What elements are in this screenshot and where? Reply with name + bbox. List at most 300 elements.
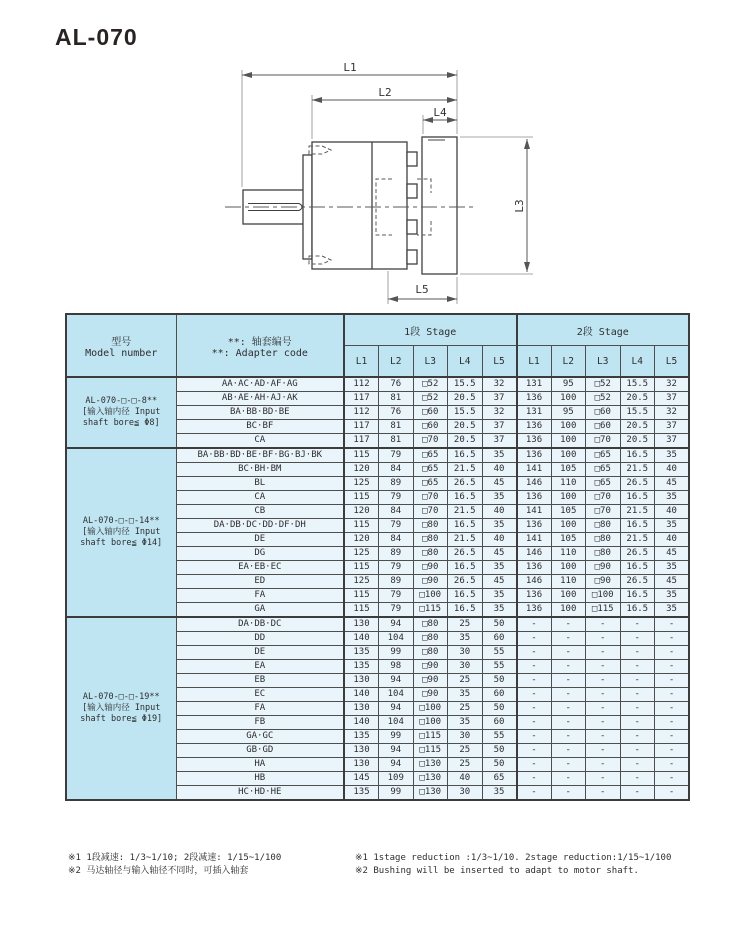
dim-value-cell: - <box>551 772 586 786</box>
dim-value-cell: 98 <box>379 660 414 674</box>
dimension-table <box>65 313 690 801</box>
adapter-code-cell: GB·GD <box>176 744 344 758</box>
dim-value-cell: - <box>620 617 655 632</box>
dim-value-cell: 35 <box>448 632 483 646</box>
dim-value-cell: □70 <box>413 491 448 505</box>
dim-value-cell: 15.5 <box>448 377 483 392</box>
dim-value-cell: 50 <box>482 702 517 716</box>
dim-value-cell: - <box>551 730 586 744</box>
dim-value-cell: 35 <box>448 716 483 730</box>
table-header-row <box>66 314 689 346</box>
dim-value-cell: 20.5 <box>620 420 655 434</box>
adapter-code-cell: HA <box>176 758 344 772</box>
dim-value-cell: - <box>517 730 552 744</box>
dim-value-cell: 115 <box>344 519 379 533</box>
dim-value-cell: 135 <box>344 660 379 674</box>
dim-value-cell: 35 <box>482 786 517 801</box>
dim-value-cell: 79 <box>379 589 414 603</box>
dim-value-cell: 26.5 <box>620 477 655 491</box>
dim-value-cell: 25 <box>448 617 483 632</box>
col-header-l5: L5 <box>655 346 690 378</box>
dim-value-cell: 15.5 <box>620 406 655 420</box>
dim-value-cell: 79 <box>379 491 414 505</box>
footnotes-en <box>355 852 708 878</box>
dim-value-cell: 21.5 <box>448 505 483 519</box>
dim-value-cell: 25 <box>448 674 483 688</box>
dim-value-cell: - <box>551 646 586 660</box>
dim-value-cell: 35 <box>448 688 483 702</box>
dim-value-cell: 79 <box>379 561 414 575</box>
dim-value-cell: 135 <box>344 646 379 660</box>
adapter-code-cell: DG <box>176 547 344 561</box>
dim-value-cell: □90 <box>586 575 621 589</box>
dim-value-cell: 105 <box>551 505 586 519</box>
dim-value-cell: □65 <box>413 448 448 463</box>
dim-value-cell: - <box>551 688 586 702</box>
dim-value-cell: □115 <box>413 603 448 618</box>
dim-value-cell: □90 <box>413 561 448 575</box>
dim-value-cell: - <box>517 617 552 632</box>
dim-value-cell: 136 <box>517 420 552 434</box>
dim-value-cell: 16.5 <box>448 603 483 618</box>
dim-value-cell: 40 <box>482 533 517 547</box>
dim-value-cell: 140 <box>344 688 379 702</box>
adapter-code-cell: FA <box>176 589 344 603</box>
dim-value-cell: - <box>620 688 655 702</box>
dim-value-cell: 130 <box>344 617 379 632</box>
dim-value-cell: 76 <box>379 406 414 420</box>
dim-value-cell: - <box>620 744 655 758</box>
adapter-code-cell: BA·BB·BD·BE <box>176 406 344 420</box>
dim-value-cell: 45 <box>655 477 690 491</box>
dim-value-cell: 40 <box>482 463 517 477</box>
dim-value-cell: 20.5 <box>448 392 483 406</box>
dim-value-cell: 79 <box>379 519 414 533</box>
adapter-code-cell: EC <box>176 688 344 702</box>
dim-value-cell: - <box>586 786 621 801</box>
dim-value-cell: □52 <box>413 377 448 392</box>
dim-value-cell: 50 <box>482 758 517 772</box>
dim-label-l4: L4 <box>433 106 447 119</box>
dim-value-cell: 30 <box>448 660 483 674</box>
adapter-code-cell: DE <box>176 646 344 660</box>
dim-label-l5: L5 <box>415 283 429 296</box>
dim-value-cell: 136 <box>517 491 552 505</box>
dim-value-cell: 21.5 <box>620 463 655 477</box>
dim-value-cell: 110 <box>551 575 586 589</box>
dim-value-cell: 20.5 <box>448 434 483 449</box>
dim-value-cell: - <box>620 702 655 716</box>
dim-value-cell: - <box>517 716 552 730</box>
dim-value-cell: □100 <box>413 716 448 730</box>
dim-value-cell: - <box>586 646 621 660</box>
dim-value-cell: 32 <box>482 406 517 420</box>
dim-value-cell: 16.5 <box>448 589 483 603</box>
dim-value-cell: 145 <box>344 772 379 786</box>
dim-value-cell: - <box>517 674 552 688</box>
dim-value-cell: - <box>620 730 655 744</box>
col-header-l5: L5 <box>482 346 517 378</box>
dim-value-cell: □80 <box>413 617 448 632</box>
dim-value-cell: 26.5 <box>620 575 655 589</box>
dim-value-cell: 110 <box>551 547 586 561</box>
col-header-l3: L3 <box>586 346 621 378</box>
dim-value-cell: 146 <box>517 477 552 491</box>
tab <box>407 184 417 198</box>
adapter-code-cell: FB <box>176 716 344 730</box>
dim-value-cell: □100 <box>586 589 621 603</box>
dim-value-cell: □65 <box>413 463 448 477</box>
dim-value-cell: 37 <box>482 420 517 434</box>
dim-value-cell: 55 <box>482 660 517 674</box>
dim-value-cell: 140 <box>344 716 379 730</box>
dim-value-cell: 16.5 <box>620 519 655 533</box>
dim-value-cell: 100 <box>551 434 586 449</box>
dim-value-cell: - <box>620 660 655 674</box>
dim-value-cell: □60 <box>586 406 621 420</box>
dim-value-cell: - <box>586 632 621 646</box>
dim-value-cell: 15.5 <box>620 377 655 392</box>
stage2-header: 2段 Stage <box>517 314 690 346</box>
dim-value-cell: 16.5 <box>448 491 483 505</box>
dim-value-cell: 99 <box>379 730 414 744</box>
gearbox-side-view <box>140 57 620 307</box>
adapter-code-cell: BA·BB·BD·BE·BF·BG·BJ·BK <box>176 448 344 463</box>
dim-value-cell: 131 <box>517 406 552 420</box>
dim-value-cell: 15.5 <box>448 406 483 420</box>
dim-value-cell: □90 <box>586 561 621 575</box>
dim-value-cell: 115 <box>344 448 379 463</box>
dim-value-cell: 26.5 <box>620 547 655 561</box>
dim-value-cell: 136 <box>517 589 552 603</box>
dim-value-cell: - <box>655 702 690 716</box>
dim-value-cell: 37 <box>655 434 690 449</box>
dim-value-cell: - <box>655 744 690 758</box>
dim-value-cell: 135 <box>344 786 379 801</box>
dim-value-cell: 136 <box>517 448 552 463</box>
dim-value-cell: - <box>620 674 655 688</box>
dim-value-cell: 37 <box>655 392 690 406</box>
dim-value-cell: □65 <box>413 477 448 491</box>
gear-housing <box>312 142 407 269</box>
dim-value-cell: □80 <box>586 533 621 547</box>
dim-value-cell: □115 <box>413 730 448 744</box>
tab <box>407 220 417 234</box>
adapter-code-cell: HB <box>176 772 344 786</box>
dim-value-cell: 60 <box>482 688 517 702</box>
dim-label-l3: L3 <box>513 199 526 213</box>
dim-value-cell: - <box>551 744 586 758</box>
dim-value-cell: 81 <box>379 420 414 434</box>
note-en-2: ※2 Bushing will be inserted to adapt to motor shaft. <box>355 866 639 876</box>
dim-value-cell: 40 <box>655 533 690 547</box>
dim-value-cell: 26.5 <box>448 477 483 491</box>
dim-value-cell: - <box>586 688 621 702</box>
dim-value-cell: 25 <box>448 744 483 758</box>
adapter-code-cell: AB·AE·AH·AJ·AK <box>176 392 344 406</box>
dim-value-cell: 109 <box>379 772 414 786</box>
dim-value-cell: □115 <box>586 603 621 618</box>
dim-value-cell: □130 <box>413 786 448 801</box>
adapter-code-cell: AA·AC·AD·AF·AG <box>176 377 344 392</box>
dim-value-cell: 115 <box>344 589 379 603</box>
adapter-code-cell: DD <box>176 632 344 646</box>
dim-value-cell: 117 <box>344 434 379 449</box>
dim-value-cell: - <box>517 786 552 801</box>
adapter-code-cell: EB <box>176 674 344 688</box>
dim-value-cell: 130 <box>344 702 379 716</box>
dim-value-cell: 35 <box>482 519 517 533</box>
dim-value-cell: 141 <box>517 533 552 547</box>
dim-value-cell: □90 <box>413 575 448 589</box>
adapter-header-en: **: Adapter code <box>211 347 308 359</box>
dim-value-cell: 136 <box>517 434 552 449</box>
adapter-code-cell: CB <box>176 505 344 519</box>
dim-value-cell: 37 <box>482 434 517 449</box>
dim-value-cell: □90 <box>413 674 448 688</box>
dim-value-cell: 99 <box>379 786 414 801</box>
dim-value-cell: 35 <box>655 491 690 505</box>
dim-value-cell: - <box>517 688 552 702</box>
page-title: AL-070 <box>55 24 138 50</box>
dim-value-cell: 95 <box>551 406 586 420</box>
dim-value-cell: 35 <box>655 561 690 575</box>
dim-value-cell: - <box>620 716 655 730</box>
col-header-l2: L2 <box>551 346 586 378</box>
col-header-l4: L4 <box>448 346 483 378</box>
adapter-code-cell: ED <box>176 575 344 589</box>
dim-value-cell: 89 <box>379 547 414 561</box>
dim-value-cell: 125 <box>344 547 379 561</box>
dim-value-cell: 60 <box>482 632 517 646</box>
dim-value-cell: 35 <box>482 603 517 618</box>
dim-value-cell: - <box>655 646 690 660</box>
dim-value-cell: 136 <box>517 519 552 533</box>
model-header-en: Model number <box>85 347 158 359</box>
dim-value-cell: 120 <box>344 505 379 519</box>
dim-value-cell: 40 <box>482 505 517 519</box>
dim-value-cell: 40 <box>655 505 690 519</box>
dim-value-cell: - <box>655 716 690 730</box>
dim-value-cell: - <box>655 660 690 674</box>
adapter-code-cell: GA·GC <box>176 730 344 744</box>
col-header-l1: L1 <box>517 346 552 378</box>
dim-value-cell: 100 <box>551 561 586 575</box>
dim-value-cell: 21.5 <box>448 463 483 477</box>
dim-value-cell: □70 <box>586 505 621 519</box>
dim-value-cell: 89 <box>379 477 414 491</box>
dim-value-cell: □100 <box>413 589 448 603</box>
dim-value-cell: 94 <box>379 758 414 772</box>
dim-value-cell: 45 <box>482 575 517 589</box>
dim-value-cell: 16.5 <box>620 491 655 505</box>
dim-value-cell: - <box>551 758 586 772</box>
dim-value-cell: 55 <box>482 646 517 660</box>
dim-value-cell: 37 <box>482 392 517 406</box>
dim-value-cell: - <box>655 688 690 702</box>
dim-value-cell: 100 <box>551 392 586 406</box>
footnotes-zh <box>68 852 355 878</box>
dim-value-cell: □65 <box>586 477 621 491</box>
dim-value-cell: □60 <box>413 420 448 434</box>
dim-value-cell: □90 <box>413 688 448 702</box>
dim-value-cell: 120 <box>344 533 379 547</box>
dim-value-cell: 79 <box>379 448 414 463</box>
dim-value-cell: 20.5 <box>620 392 655 406</box>
dim-value-cell: 99 <box>379 646 414 660</box>
dim-label-l2: L2 <box>378 86 392 99</box>
dim-value-cell: □80 <box>586 519 621 533</box>
dim-value-cell: 94 <box>379 702 414 716</box>
dim-value-cell: - <box>551 617 586 632</box>
dim-value-cell: □80 <box>413 547 448 561</box>
dim-value-cell: 100 <box>551 448 586 463</box>
dim-value-cell: - <box>517 646 552 660</box>
dim-value-cell: 35 <box>482 561 517 575</box>
dim-value-cell: □80 <box>413 533 448 547</box>
dim-value-cell: □70 <box>586 491 621 505</box>
dim-value-cell: 35 <box>482 491 517 505</box>
dim-value-cell: - <box>551 660 586 674</box>
adapter-code-cell: HC·HD·HE <box>176 786 344 801</box>
adapter-code-cell: CA <box>176 434 344 449</box>
stage1-header: 1段 Stage <box>344 314 517 346</box>
dim-value-cell: - <box>655 632 690 646</box>
dim-value-cell: - <box>551 632 586 646</box>
dim-value-cell: □60 <box>413 406 448 420</box>
dim-value-cell: 25 <box>448 758 483 772</box>
dim-value-cell: - <box>586 758 621 772</box>
dim-value-cell: 141 <box>517 463 552 477</box>
dim-value-cell: - <box>517 632 552 646</box>
dim-value-cell: 110 <box>551 477 586 491</box>
dim-value-cell: 50 <box>482 744 517 758</box>
dim-value-cell: 20.5 <box>448 420 483 434</box>
dim-value-cell: 35 <box>655 519 690 533</box>
dim-value-cell: 35 <box>482 448 517 463</box>
dim-value-cell: - <box>655 772 690 786</box>
dim-value-cell: - <box>620 632 655 646</box>
dim-value-cell: 84 <box>379 533 414 547</box>
dim-value-cell: □65 <box>586 463 621 477</box>
dim-value-cell: 20.5 <box>620 434 655 449</box>
adapter-header-zh: **: 轴套编号 <box>227 336 292 348</box>
dim-value-cell: 104 <box>379 688 414 702</box>
dim-value-cell: □80 <box>413 632 448 646</box>
dim-value-cell: 104 <box>379 716 414 730</box>
dim-value-cell: 136 <box>517 561 552 575</box>
dim-value-cell: - <box>586 674 621 688</box>
dim-value-cell: 16.5 <box>448 448 483 463</box>
dim-value-cell: 95 <box>551 377 586 392</box>
dim-value-cell: □65 <box>586 448 621 463</box>
dim-value-cell: □60 <box>586 420 621 434</box>
dim-value-cell: - <box>586 716 621 730</box>
dim-value-cell: 50 <box>482 674 517 688</box>
dim-value-cell: □130 <box>413 772 448 786</box>
dim-value-cell: □70 <box>586 434 621 449</box>
dim-value-cell: 136 <box>517 392 552 406</box>
model-header-zh: 型号 <box>111 336 132 348</box>
dim-value-cell: □70 <box>413 434 448 449</box>
adapter-code-cell: BC·BF <box>176 420 344 434</box>
col-header-l4: L4 <box>620 346 655 378</box>
dim-value-cell: 40 <box>448 772 483 786</box>
dim-value-cell: □115 <box>413 744 448 758</box>
dim-value-cell: 112 <box>344 406 379 420</box>
table-row <box>66 617 689 632</box>
dim-value-cell: 125 <box>344 575 379 589</box>
dim-value-cell: - <box>517 660 552 674</box>
dim-value-cell: 135 <box>344 730 379 744</box>
dim-value-cell: 16.5 <box>620 448 655 463</box>
adapter-code-cell: FA <box>176 702 344 716</box>
note-zh-2: ※2 马达轴径与输入轴径不同时，可插入轴套 <box>68 866 249 876</box>
dim-value-cell: - <box>655 674 690 688</box>
dim-value-cell: 100 <box>551 519 586 533</box>
dim-value-cell: - <box>586 617 621 632</box>
dim-value-cell: 35 <box>655 603 690 618</box>
dim-value-cell: 26.5 <box>448 575 483 589</box>
dim-value-cell: 89 <box>379 575 414 589</box>
dim-value-cell: - <box>517 744 552 758</box>
adapter-code-cell: GA <box>176 603 344 618</box>
dim-value-cell: □80 <box>586 547 621 561</box>
dim-value-cell: □130 <box>413 758 448 772</box>
dim-value-cell: 146 <box>517 575 552 589</box>
dim-value-cell: - <box>551 786 586 801</box>
dim-value-cell: 65 <box>482 772 517 786</box>
dim-value-cell: 76 <box>379 377 414 392</box>
dim-value-cell: 37 <box>655 420 690 434</box>
col-header-l2: L2 <box>379 346 414 378</box>
adapter-code-cell: DA·DB·DC·DD·DF·DH <box>176 519 344 533</box>
table-row <box>66 377 689 392</box>
dim-value-cell: 55 <box>482 730 517 744</box>
dim-value-cell: 115 <box>344 491 379 505</box>
dim-value-cell: - <box>655 730 690 744</box>
model-number-cell: AL-070-□-□-19** [输入轴内径 Input shaft bore≦ Φ19] <box>66 617 176 800</box>
dim-value-cell: 16.5 <box>620 561 655 575</box>
dim-value-cell: - <box>551 674 586 688</box>
dim-value-cell: 131 <box>517 377 552 392</box>
footnotes <box>68 852 708 878</box>
adapter-code-cell: CA <box>176 491 344 505</box>
dimension-table-body <box>66 377 689 800</box>
dim-value-cell: □80 <box>413 519 448 533</box>
dim-value-cell: 140 <box>344 632 379 646</box>
col-header-l1: L1 <box>344 346 379 378</box>
dim-value-cell: 84 <box>379 463 414 477</box>
model-number-cell: AL-070-□-□-14** [输入轴内径 Input shaft bore≦ Φ14] <box>66 448 176 617</box>
dim-value-cell: 94 <box>379 674 414 688</box>
dim-value-cell: - <box>620 786 655 801</box>
adapter-code-cell: EA·EB·EC <box>176 561 344 575</box>
dim-value-cell: 21.5 <box>620 505 655 519</box>
dim-value-cell: 84 <box>379 505 414 519</box>
dim-value-cell: 45 <box>655 575 690 589</box>
dim-value-cell: - <box>620 758 655 772</box>
adapter-code-header <box>176 314 344 377</box>
note-zh-1: ※1 1段减速: 1/3~1/10; 2段减速: 1/15~1/100 <box>68 853 282 863</box>
dim-value-cell: 30 <box>448 786 483 801</box>
dim-value-cell: 117 <box>344 420 379 434</box>
dim-value-cell: 146 <box>517 547 552 561</box>
dim-value-cell: - <box>620 772 655 786</box>
dim-value-cell: 40 <box>655 463 690 477</box>
dim-value-cell: 104 <box>379 632 414 646</box>
dim-value-cell: 100 <box>551 491 586 505</box>
